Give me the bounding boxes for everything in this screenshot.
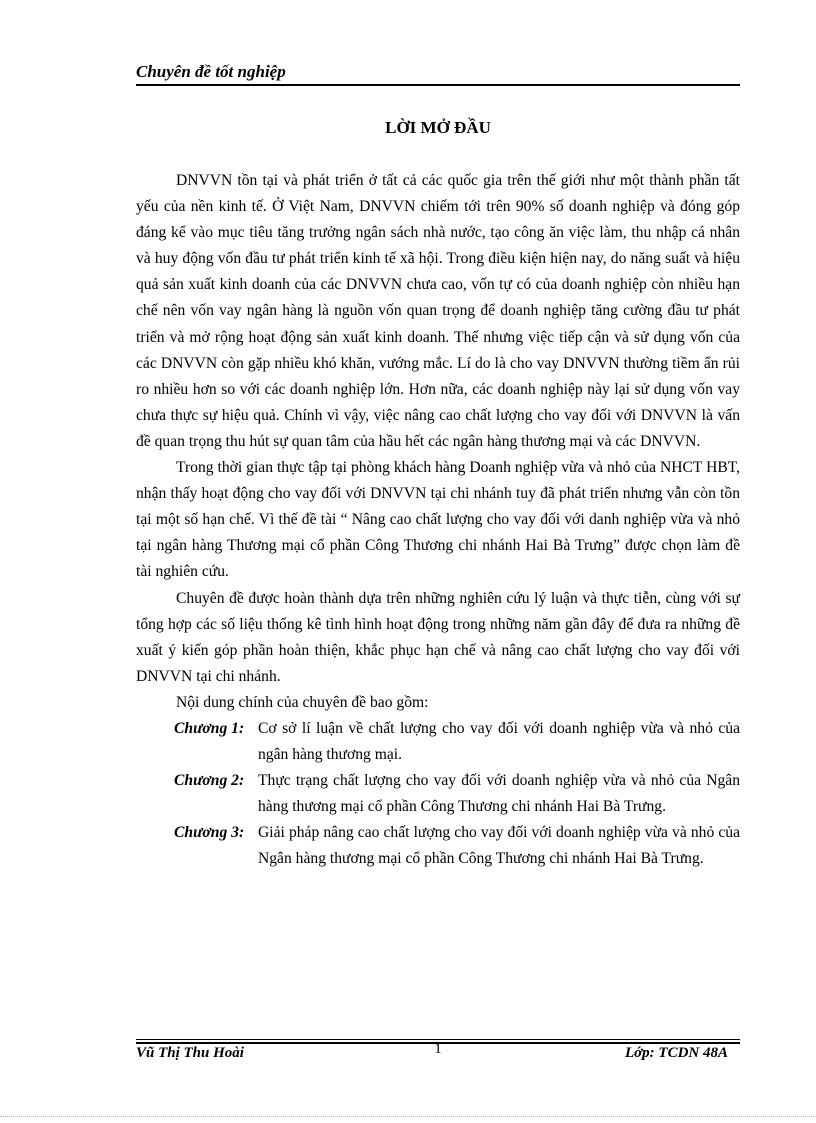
document-heading: LỜI MỞ ĐẦU xyxy=(385,118,491,137)
contents-intro: Nội dung chính của chuyên đề bao gồm: xyxy=(176,693,429,711)
chapter-description: Cơ sở lí luận về chất lượng cho vay đối với doanh nghiệp vừa và nhỏ của ngân hàng thương mại. xyxy=(258,719,740,764)
chapter-label: Chương 1: xyxy=(174,719,245,737)
footer-page-number: 1 xyxy=(434,1041,442,1057)
document-body xyxy=(136,168,740,873)
header-title: Chuyên đề tốt nghiệp xyxy=(136,62,286,81)
footer-author: Vũ Thị Thu Hoài xyxy=(136,1045,244,1061)
footer-class-label: Lớp: TCDN 48A xyxy=(624,1045,728,1061)
chapter-description: Thực trạng chất lượng cho vay đối với doanh nghiệp vừa và nhỏ của Ngân hàng thương mại cổ phần Công Thương chi nhánh Hai Bà Trưng. xyxy=(258,772,740,816)
chapter-label: Chương 3: xyxy=(174,824,245,842)
page-bottom-edge xyxy=(0,1116,816,1117)
paragraph-2: Trong thời gian thực tập tại phòng khách hàng Doanh nghiệp vừa và nhỏ của NHCT HBT, nhận thấy hoạt động cho vay đối với DNVVN tại chi nhánh tuy đã phát triển nhưng vẫn còn tồn tại một số hạn chế. Vì thế đề tài “ Nâng cao chất lượng cho vay đối với danh nghiệp vừa và nhỏ tại ngân hàng Thương mại cổ phần Công Thương chi nhánh Hai Bà Trưng” được chọn làm đề tài nghiên cứu. xyxy=(136,459,740,581)
chapter-label: Chương 2: xyxy=(174,772,245,790)
chapter-item-3 xyxy=(136,820,740,872)
footer-rule-thin xyxy=(136,1039,740,1040)
chapter-item-2 xyxy=(136,768,740,820)
chapter-item-1 xyxy=(136,716,740,768)
chapter-description: Giải pháp nâng cao chất lượng cho vay đối với doanh nghiệp vừa và nhỏ của Ngân hàng thương mại cổ phần Công Thương chi nhánh Hai Bà Trưng. xyxy=(258,824,740,868)
header-rule xyxy=(136,84,740,86)
paragraph-1: DNVVN tồn tại và phát triển ở tất cả các quốc gia trên thế giới như một thành phần tất yếu của nền kinh tế. Ở Việt Nam, DNVVN chiếm tới trên 90% số doanh nghiệp và đóng góp đáng kể vào mục tiêu tăng trưởng ngân sách nhà nước, tạo công ăn việc làm, thu nhập cá nhân và huy động vốn đầu tư phát triển kinh tế xã hội. Trong điều kiện hiện nay, do năng suất và hiệu quả sản xuất kinh doanh của các DNVVN chưa cao, vốn tự có của doanh nghiệp còn nhiều hạn chế nên vốn vay ngân hàng là nguồn vốn quan trọng để doanh nghiệp tăng cường đầu tư phát triển và mở rộng hoạt động sản xuất kinh doanh. Thế nhưng việc tiếp cận và sử dụng vốn của các DNVVN còn gặp nhiều khó khăn, vướng mắc. Lí do là cho vay DNVVN thường tiềm ẩn rủi ro nhiều hơn so với các doanh nghiệp lớn. Hơn nữa, các doanh nghiệp này lại sử dụng vốn vay chưa thực sự hiệu quả. Chính vì vậy, việc nâng cao chất lượng cho vay đối với DNVVN là vấn đề quan trọng thu hút sự quan tâm của hầu hết các ngân hàng thương mại và các DNVVN. xyxy=(136,172,740,450)
paragraph-3: Chuyên đề được hoàn thành dựa trên những nghiên cứu lý luận và thực tiễn, cùng với sự tổng hợp các số liệu thống kê tình hình hoạt động trong những năm gần đây để đưa ra những đề xuất ý kiến góp phần hoàn thiện, khắc phục hạn chế và nâng cao chất lượng cho vay đối với DNVVN tại chi nhánh. xyxy=(136,589,740,685)
